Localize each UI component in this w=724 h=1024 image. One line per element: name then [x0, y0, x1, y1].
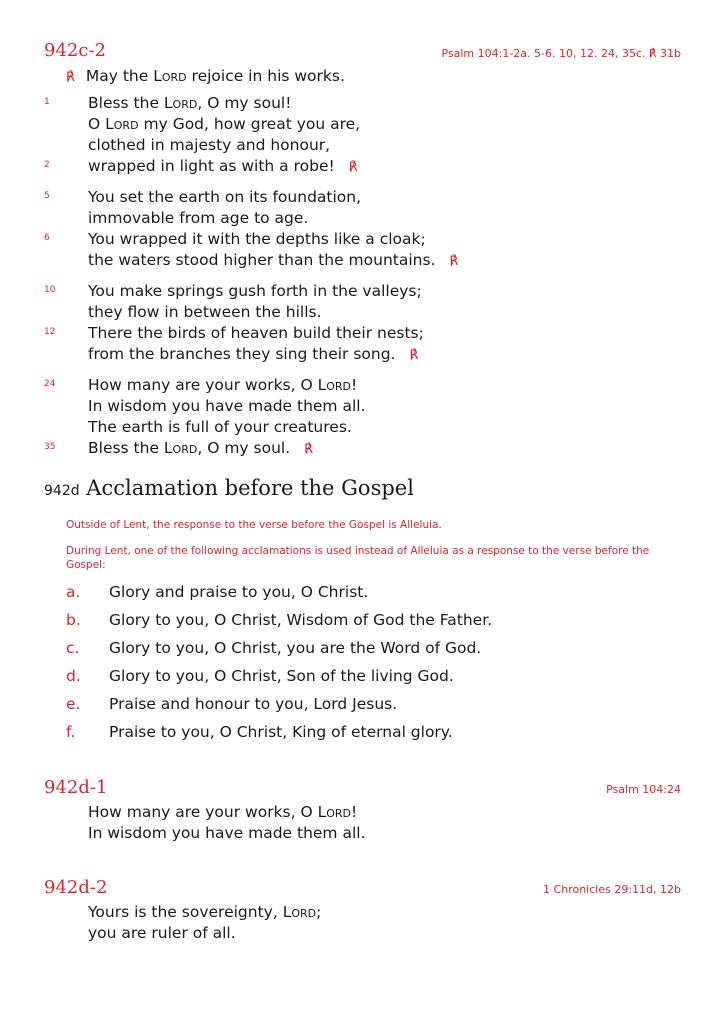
verse-line: How many are your works, O Lord! [88, 803, 358, 821]
verse-line [88, 156, 358, 178]
verse-text: they flow in between the hills. [88, 303, 322, 321]
rubric-text: During Lent, one of the following acclamations is used instead of Alleluia as a response to the verse before the Gospel: [66, 545, 650, 571]
verse-line [88, 187, 361, 208]
verse-number: 12 [44, 327, 56, 337]
response-symbol: ℟ [409, 348, 419, 363]
verse-line [88, 208, 308, 229]
response-symbol: ℟ [304, 442, 314, 457]
option-letter: d. [66, 667, 81, 685]
section-number: 942d-1 [44, 777, 108, 798]
verse-number: 6 [44, 233, 50, 243]
verse-text: clothed in majesty and honour, [88, 136, 331, 154]
verse-line [88, 323, 424, 344]
response-symbol: ℟ [449, 254, 459, 269]
section-number: 942d [44, 483, 80, 499]
option-text: Glory to you, O Christ, Wisdom of God the Father. [109, 611, 493, 629]
verse-line [88, 250, 458, 272]
option-letter: c. [66, 639, 80, 657]
verse-text: The earth is full of your creatures. [88, 418, 352, 436]
verse-number: 2 [44, 160, 50, 170]
verse-text: from the branches they sing their song. [88, 345, 396, 363]
verse-line: In wisdom you have made them all. [88, 824, 366, 842]
verse-line [88, 344, 418, 366]
verse-number: 24 [44, 379, 56, 389]
option-text: Glory to you, O Christ, you are the Word of God. [109, 639, 482, 657]
verse-line [88, 135, 330, 156]
option-letter: b. [66, 611, 81, 629]
verse-number: 35 [44, 442, 56, 452]
verse-text: There the birds of heaven build their nests; [88, 324, 424, 342]
section-number: 942d-2 [44, 877, 108, 898]
scripture-reference: Psalm 104:1-2a. 5-6. 10, 12. 24, 35c. ℟ 31b [441, 47, 681, 60]
section-number: 942c-2 [44, 40, 106, 61]
section-title: Acclamation before the Gospel [86, 476, 414, 500]
verse-line [88, 93, 291, 114]
option-text: Praise and honour to you, Lord Jesus. [109, 695, 398, 713]
response-symbol: ℟ [348, 160, 358, 175]
verse-number: 5 [44, 191, 50, 201]
verse-text: the waters stood higher than the mountains. [88, 251, 436, 269]
scripture-reference: 1 Chronicles 29:11d, 12b [543, 883, 681, 896]
verse-number: 10 [44, 285, 56, 295]
verse-text: O Lord my God, how great you are, [88, 115, 361, 133]
verse-text: wrapped in light as with a robe! [88, 157, 335, 175]
verse-text: How many are your works, O Lord! [88, 376, 358, 394]
verse-line [88, 281, 422, 302]
verse-line [88, 375, 357, 396]
option-text: Praise to you, O Christ, King of eternal glory. [109, 723, 453, 741]
verse-line [88, 302, 322, 323]
verse-line: Yours is the sovereignty, Lord; [88, 903, 322, 921]
scripture-reference: Psalm 104:24 [606, 783, 681, 796]
option-letter: e. [66, 695, 81, 713]
verse-text: Bless the Lord, O my soul. [88, 439, 291, 457]
verse-text: You make springs gush forth in the valleys; [88, 282, 422, 300]
option-text: Glory to you, O Christ, Son of the living God. [109, 667, 454, 685]
verse-text: immovable from age to age. [88, 209, 309, 227]
option-text: Glory and praise to you, O Christ. [109, 583, 369, 601]
rubric-text: Outside of Lent, the response to the verse before the Gospel is Alleluia. [66, 519, 442, 531]
response-text: May the Lord rejoice in his works. [85, 67, 345, 85]
verse-text: In wisdom you have made them all. [88, 397, 366, 415]
verse-text: Bless the Lord, O my soul! [88, 94, 292, 112]
option-letter: a. [66, 583, 81, 601]
verse-line [88, 396, 366, 417]
response-line [66, 66, 345, 88]
section-heading [44, 476, 414, 500]
verse-line: you are ruler of all. [88, 924, 236, 942]
verse-line [88, 114, 360, 135]
option-letter: f. [66, 723, 76, 741]
verse-number: 1 [44, 97, 50, 107]
verse-line [88, 438, 313, 460]
verse-line [88, 417, 352, 438]
response-symbol: ℟ [66, 70, 75, 85]
verse-text: You wrapped it with the depths like a cloak; [88, 230, 426, 248]
verse-text: You set the earth on its foundation, [88, 188, 362, 206]
verse-line [88, 229, 426, 250]
